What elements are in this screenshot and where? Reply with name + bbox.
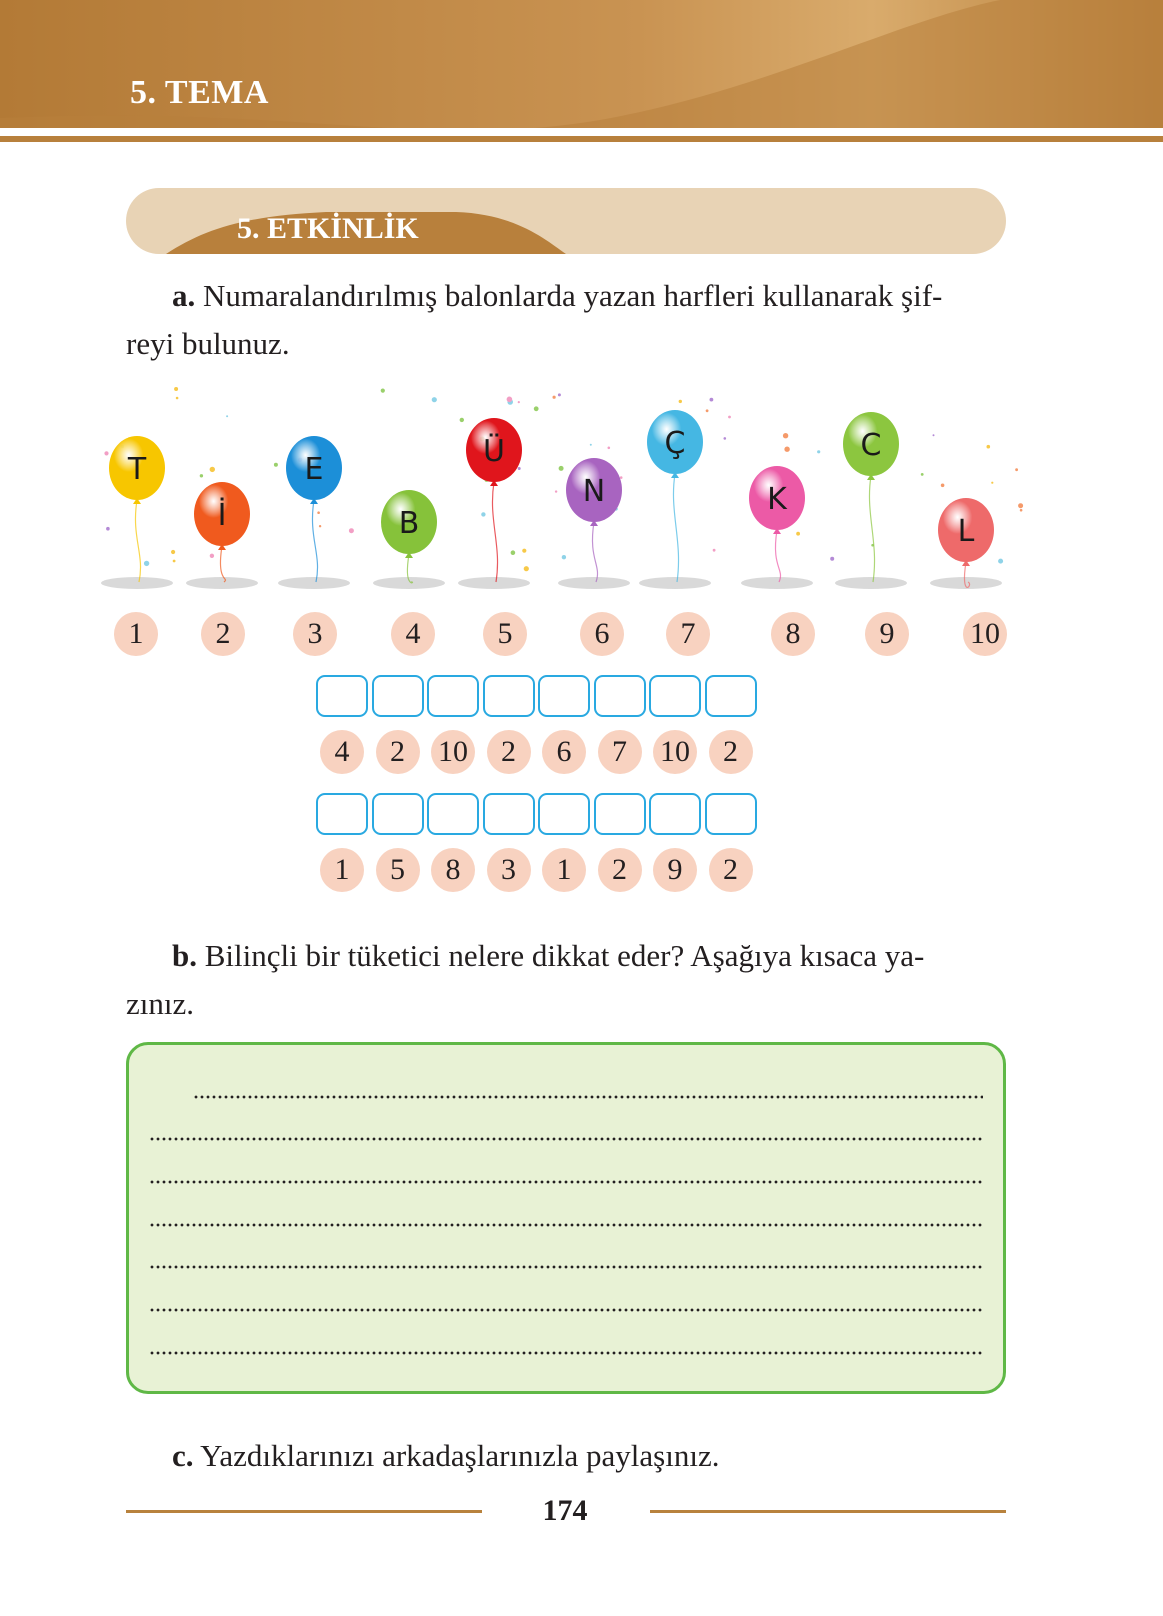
confetti-dot: [830, 557, 834, 561]
answer-line-5[interactable]: [149, 1265, 983, 1269]
confetti-dot: [481, 512, 485, 516]
confetti-dot: [679, 400, 682, 403]
balloon-letter: Ü: [483, 434, 505, 469]
confetti-dot: [511, 550, 516, 555]
cipher-number: 1: [320, 848, 364, 892]
cipher-letter-box[interactable]: [594, 793, 646, 835]
confetti-dot: [522, 549, 526, 553]
balloon-shadow: [101, 577, 173, 589]
cipher-letter-box[interactable]: [316, 793, 368, 835]
confetti-dot: [991, 482, 993, 484]
confetti-dot: [534, 406, 539, 411]
cipher-letter-box[interactable]: [372, 675, 424, 717]
confetti-dot: [173, 560, 176, 563]
cipher-number: 2: [376, 730, 420, 774]
cipher-letter-box[interactable]: [483, 793, 535, 835]
confetti-dot: [941, 484, 945, 488]
balloon-8: [741, 466, 813, 589]
confetti-dot: [1020, 509, 1023, 512]
balloon-1: [101, 436, 173, 589]
balloon-4: [373, 490, 445, 589]
balloon-string: [220, 546, 225, 582]
balloon-string: [492, 482, 497, 582]
cipher-letter-box[interactable]: [427, 675, 479, 717]
balloon-shadow: [458, 577, 530, 589]
confetti-dot: [176, 397, 179, 400]
balloon-shadow: [835, 577, 907, 589]
confetti-dot: [555, 490, 557, 492]
cipher-letter-box[interactable]: [705, 675, 757, 717]
cipher-letter-box[interactable]: [649, 675, 701, 717]
confetti-dot: [274, 463, 278, 467]
confetti-dot: [200, 474, 203, 477]
balloon-letter: E: [304, 452, 324, 487]
balloon-letter: N: [582, 474, 606, 509]
balloon-number-8: 8: [771, 612, 815, 656]
part-b-text: [126, 932, 1006, 1028]
part-a-line1: Numaralandırılmış balonlarda yazan harfleri kullanarak şif-: [203, 278, 943, 313]
balloon-number-9: 9: [865, 612, 909, 656]
answer-line-4[interactable]: [149, 1223, 983, 1227]
cipher-number: 2: [709, 730, 753, 774]
activity-title: 5. ETKİNLİK: [237, 212, 419, 245]
cipher-number: 5: [376, 848, 420, 892]
confetti-dot: [349, 528, 354, 533]
cipher-letter-box[interactable]: [316, 675, 368, 717]
confetti-dot: [319, 525, 321, 527]
confetti-dot: [381, 389, 385, 393]
balloon-10: [930, 498, 1002, 589]
balloon-number-1: 1: [114, 612, 158, 656]
cipher-number: 3: [487, 848, 531, 892]
answer-line-6[interactable]: [149, 1308, 983, 1312]
balloon-3: [278, 436, 350, 589]
part-a-line2: reyi bulunuz.: [126, 326, 290, 361]
confetti-dot: [559, 466, 564, 471]
confetti-dot: [706, 409, 709, 412]
confetti-dot: [171, 550, 175, 554]
confetti-dot: [104, 451, 108, 455]
balloon-number-7: 7: [666, 612, 710, 656]
confetti-dot: [317, 511, 320, 514]
cipher-letter-box[interactable]: [538, 793, 590, 835]
confetti-dot: [620, 476, 623, 479]
confetti-dot: [553, 396, 556, 399]
confetti-dot: [1018, 503, 1023, 508]
confetti-dot: [210, 554, 214, 558]
cipher-number: 10: [431, 730, 475, 774]
balloon-shadow: [741, 577, 813, 589]
part-a-label: a.: [172, 278, 196, 313]
confetti-dot: [784, 447, 789, 452]
part-b-line1: Bilinçli bir tüketici nelere dikkat eder? Aşağıya kısaca ya-: [204, 938, 925, 973]
cipher-number: 8: [431, 848, 475, 892]
balloon-number-6: 6: [580, 612, 624, 656]
page-number: 174: [542, 1494, 588, 1527]
confetti-dot: [1015, 468, 1018, 471]
balloon-2: [186, 482, 258, 589]
cipher-number: 2: [709, 848, 753, 892]
balloon-letter: Ç: [664, 426, 686, 461]
cipher-letter-box[interactable]: [538, 675, 590, 717]
confetti-dot: [796, 532, 800, 536]
balloon-letter: B: [398, 506, 420, 541]
answer-line-2[interactable]: [149, 1137, 983, 1141]
balloon-number-2: 2: [201, 612, 245, 656]
answer-line-7[interactable]: [149, 1351, 983, 1355]
part-c-text: [126, 1432, 1006, 1480]
footer-line-right: [650, 1510, 1006, 1513]
balloons-illustration: [90, 380, 1040, 600]
balloon-shadow: [278, 577, 350, 589]
confetti-dot: [710, 398, 714, 402]
balloon-number-4: 4: [391, 612, 435, 656]
cipher-number: 6: [542, 730, 586, 774]
confetti-dot: [724, 437, 727, 440]
cipher-number: 2: [487, 730, 531, 774]
balloon-string: [135, 500, 140, 582]
balloon-number-10: 10: [963, 612, 1007, 656]
confetti-dot: [507, 397, 513, 403]
confetti-dot: [608, 447, 611, 450]
balloon-letter: T: [127, 452, 147, 487]
cipher-letter-box[interactable]: [649, 793, 701, 835]
answer-line-1[interactable]: [193, 1095, 983, 1099]
balloon-letter: L: [957, 514, 975, 549]
cipher-letter-box[interactable]: [594, 675, 646, 717]
balloon-string: [869, 476, 874, 582]
balloon-shadow: [558, 577, 630, 589]
balloon-6: [558, 458, 630, 589]
answer-line-3[interactable]: [149, 1180, 983, 1184]
balloon-number-3: 3: [293, 612, 337, 656]
cipher-number: 7: [598, 730, 642, 774]
balloon-letter: K: [767, 482, 787, 517]
confetti-dot: [728, 416, 731, 419]
confetti-dot: [106, 527, 110, 531]
balloon-shadow: [639, 577, 711, 589]
cipher-letter-box[interactable]: [372, 793, 424, 835]
cipher-letter-box[interactable]: [427, 793, 479, 835]
balloon-number-5: 5: [483, 612, 527, 656]
confetti-dot: [590, 444, 592, 446]
confetti-dot: [558, 393, 561, 396]
answer-box[interactable]: [126, 1042, 1006, 1394]
confetti-dot: [210, 467, 215, 472]
confetti-dot: [817, 450, 820, 453]
confetti-dot: [460, 418, 464, 422]
confetti-dot: [226, 415, 228, 417]
cipher-letter-box[interactable]: [483, 675, 535, 717]
part-c-line1: Yazdıklarınızı arkadaşlarınızla paylaşınız.: [200, 1438, 720, 1473]
confetti-dot: [987, 445, 991, 449]
balloon-shadow: [373, 577, 445, 589]
confetti-dot: [783, 433, 788, 438]
balloon-string: [673, 474, 678, 582]
confetti-dot: [933, 434, 935, 436]
confetti-dot: [998, 559, 1003, 564]
balloon-7: [639, 410, 711, 589]
balloon-9: [835, 412, 907, 589]
balloon-string: [312, 500, 317, 582]
confetti-dot: [518, 401, 520, 403]
balloon-letter: C: [860, 428, 882, 463]
confetti-dot: [518, 467, 521, 470]
confetti-dot: [921, 473, 924, 476]
balloon-letter: İ: [217, 498, 227, 533]
confetti-dot: [432, 397, 437, 402]
footer-line-left: [126, 1510, 482, 1513]
balloon-shadow: [186, 577, 258, 589]
confetti-dot: [174, 387, 178, 391]
confetti-dot: [144, 561, 149, 566]
theme-label: 5. TEMA: [130, 74, 269, 111]
confetti-dot: [562, 555, 566, 559]
part-c-label: c.: [172, 1438, 194, 1473]
cipher-number: 10: [653, 730, 697, 774]
cipher-number: 4: [320, 730, 364, 774]
cipher-number: 9: [653, 848, 697, 892]
cipher-letter-box[interactable]: [705, 793, 757, 835]
part-a-text: [126, 272, 1006, 368]
balloon-5: [458, 418, 530, 589]
confetti-dot: [713, 549, 716, 552]
balloon-string: [775, 530, 780, 582]
part-b-line2: zınız.: [126, 986, 194, 1021]
part-b-label: b.: [172, 938, 197, 973]
cipher-number: 2: [598, 848, 642, 892]
cipher-number: 1: [542, 848, 586, 892]
confetti-dot: [524, 566, 529, 571]
balloon-string: [592, 522, 597, 582]
